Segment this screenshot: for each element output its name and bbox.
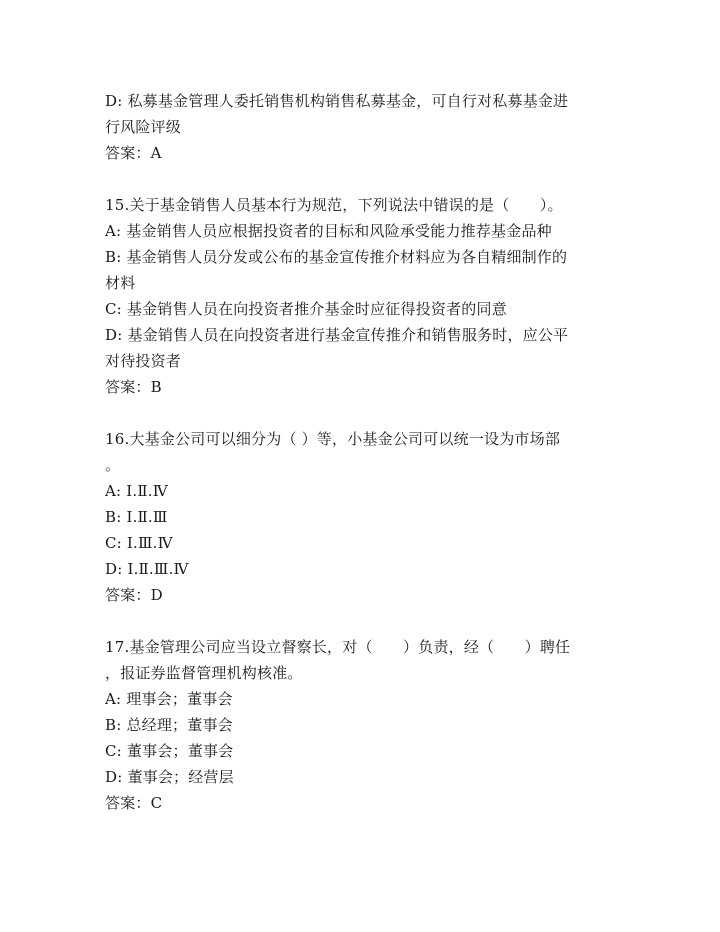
question-stem-line-1: 16.大基金公司可以细分为（ ）等，小基金公司可以统一设为市场部 — [105, 430, 561, 448]
option-d: D: Ⅰ.Ⅱ.Ⅲ.Ⅳ — [105, 560, 189, 578]
answer-line: 答案：B — [105, 378, 162, 396]
option-b: B: 总经理；董事会 — [105, 716, 233, 734]
option-b-line-2: 材料 — [105, 274, 136, 292]
option-a: A: 基金销售人员应根据投资者的目标和风险承受能力推荐基金品种 — [105, 222, 552, 240]
question-stem-line-2: ，报证券监督管理机构核准。 — [105, 664, 303, 682]
question-stem-line-1: 17.基金管理公司应当设立督察长，对（ ）负责，经（ ）聘任 — [105, 638, 571, 656]
option-d: D: 董事会；经营层 — [105, 768, 234, 786]
answer-line: 答案：C — [105, 794, 163, 812]
question-block-17 — [105, 634, 625, 816]
question-stem-line-2: 。 — [105, 456, 121, 474]
question-stem: 15.关于基金销售人员基本行为规范，下列说法中错误的是（ ）。 — [105, 196, 563, 214]
option-c: C: Ⅰ.Ⅲ.Ⅳ — [105, 534, 173, 552]
question-block-16 — [105, 426, 625, 608]
option-d-line-1: D: 基金销售人员在向投资者进行基金宣传推介和销售服务时，应公平 — [105, 326, 569, 344]
option-a: A: Ⅰ.Ⅱ.Ⅳ — [105, 482, 168, 500]
option-c: C: 董事会；董事会 — [105, 742, 234, 760]
question-block-14 — [105, 88, 625, 166]
block-spacer — [105, 166, 625, 192]
option-d-line-2: 行风险评级 — [105, 118, 182, 136]
block-spacer — [105, 400, 625, 426]
block-spacer — [105, 608, 625, 634]
option-b-line-1: B: 基金销售人员分发或公布的基金宣传推介材料应为各自精细制作的 — [105, 248, 568, 266]
option-b: B: Ⅰ.Ⅱ.Ⅲ — [105, 508, 168, 526]
question-block-15 — [105, 192, 625, 400]
option-d-line-1: D: 私募基金管理人委托销售机构销售私募基金，可自行对私募基金进 — [105, 92, 569, 110]
answer-line: 答案：A — [105, 144, 162, 162]
option-c: C: 基金销售人员在向投资者推介基金时应征得投资者的同意 — [105, 300, 507, 318]
answer-line: 答案：D — [105, 586, 163, 604]
question-list — [105, 88, 625, 816]
option-d-line-2: 对待投资者 — [105, 352, 182, 370]
option-a: A: 理事会；董事会 — [105, 690, 233, 708]
